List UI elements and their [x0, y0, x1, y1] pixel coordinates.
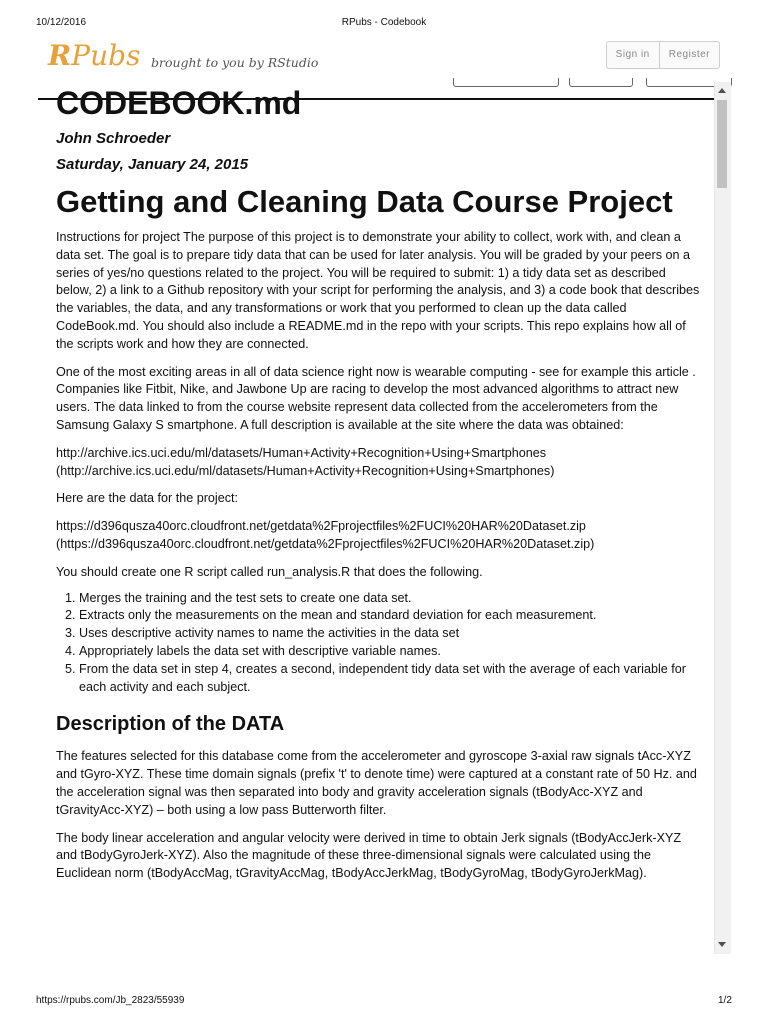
print-header	[0, 0, 768, 30]
document-filename: CODEBOOK.md	[56, 85, 302, 121]
list-item: 5. From the data set in step 4, creates a second, independent tidy data set with the average of each variable for each activity and each subject.	[79, 661, 700, 697]
register-button[interactable]: Register	[659, 42, 719, 68]
tagline: brought to you by RStudio	[151, 55, 319, 70]
auth-buttons	[606, 41, 720, 69]
paragraph-data-intro: Here are the data for the project:	[56, 491, 239, 506]
paragraph-features: The features selected for this database come from the accelerometer and gyroscope 3-axial raw signals tAcc-XYZ and tGyro-XYZ. These time domain signals (prefix 't' to denote time) were captured at a constant rate of 50 Hz. and the acceleration signal was then separated into body and gravity acceleration signals (tBodyAcc-XYZ and tGravityAcc-XYZ) – both using a low pass Butterworth filter.	[56, 749, 697, 817]
list-item: 4. Appropriately labels the data set with descriptive variable names.	[79, 643, 700, 661]
list-item: 1. Merges the training and the test sets to create one data set.	[79, 590, 700, 608]
print-date: 10/12/2016	[36, 17, 87, 28]
scroll-up-arrow-icon[interactable]	[718, 88, 726, 93]
list-item: 2. Extracts only the measurements on the mean and standard deviation for each measurement.	[79, 607, 700, 625]
paragraph-jerk-signals: The body linear acceleration and angular velocity were derived in time to obtain Jerk signals (tBodyAccJerk-XYZ and tBodyGyroJerk-XYZ). Also the magnitude of these three-dimensional signals were calculated using the Euclidean norm (tBodyAccMag, tGravityAccMag, tBodyAccJerkMag, tBodyGyroMag, tBodyGyroJerkMag).	[56, 830, 682, 881]
print-url: https://rpubs.com/Jb_2823/55939	[36, 995, 185, 1006]
list-item: 3. Uses descriptive activity names to name the activities in the data set	[79, 625, 700, 643]
link-dataset-zip[interactable]: https://d396qusza40orc.cloudfront.net/getdata%2Fprojectfiles%2FUCI%20HAR%20Dataset.zip (https://d396qusza40orc.cloudfront.net/getdata%2Fprojectfiles%2FUCI%20HAR%20Dataset.zip)	[56, 519, 595, 551]
scroll-thumb[interactable]	[717, 100, 727, 188]
paragraph-instructions: Instructions for project The purpose of this project is to demonstrate your ability to collect, work with, and clean a data set. The goal is to prepare tidy data that can be used for later analysis. You will be graded by your peers on a series of yes/no questions related to the project. You will be required to submit: 1) a tidy data set as described below, 2) a link to a Github repository with your script for performing the analysis, and 3) a code book that describes the variables, the data, and any transformations or work that you performed to clean up the data called CodeBook.md. You should also include a README.md in the repo with your scripts. This repo explains how all of the scripts work and how they are connected.	[56, 230, 700, 351]
rpubs-logo[interactable]: RPubs	[48, 39, 141, 72]
print-page-number: 1/2	[718, 995, 732, 1006]
document-author: John Schroeder	[56, 130, 171, 147]
document-date: Saturday, January 24, 2015	[56, 156, 249, 173]
paragraph-wearable: One of the most exciting areas in all of data science right now is wearable computing - see for example this article . Companies like Fitbit, Nike, and Jawbone Up are racing to develop the most advanced algorithms to attract new users. The data linked to from the course website represent data collected from the accelerometers from the Samsung Galaxy S smartphone. A full description is available at the site where the data was obtained:	[56, 364, 696, 432]
paragraph-script-intro: You should create one R script called run_analysis.R that does the following.	[56, 564, 483, 579]
rpubs-navbar	[38, 34, 730, 78]
print-page-title: RPubs - Codebook	[341, 17, 427, 28]
document-title: Getting and Cleaning Data Course Project	[56, 184, 673, 219]
scrollbar[interactable]	[714, 82, 731, 954]
section-heading: Description of the DATA	[56, 713, 285, 736]
document-content	[56, 84, 700, 883]
steps-list	[56, 590, 700, 697]
sign-in-button[interactable]: Sign in	[615, 49, 650, 60]
scroll-down-arrow-icon[interactable]	[718, 942, 726, 947]
link-uci-dataset[interactable]: http://archive.ics.uci.edu/ml/datasets/Human+Activity+Recognition+Using+Smartphones (http://archive.ics.uci.edu/ml/datasets/Human+Activity+Recognition+Using+Smartphones)	[56, 445, 555, 478]
